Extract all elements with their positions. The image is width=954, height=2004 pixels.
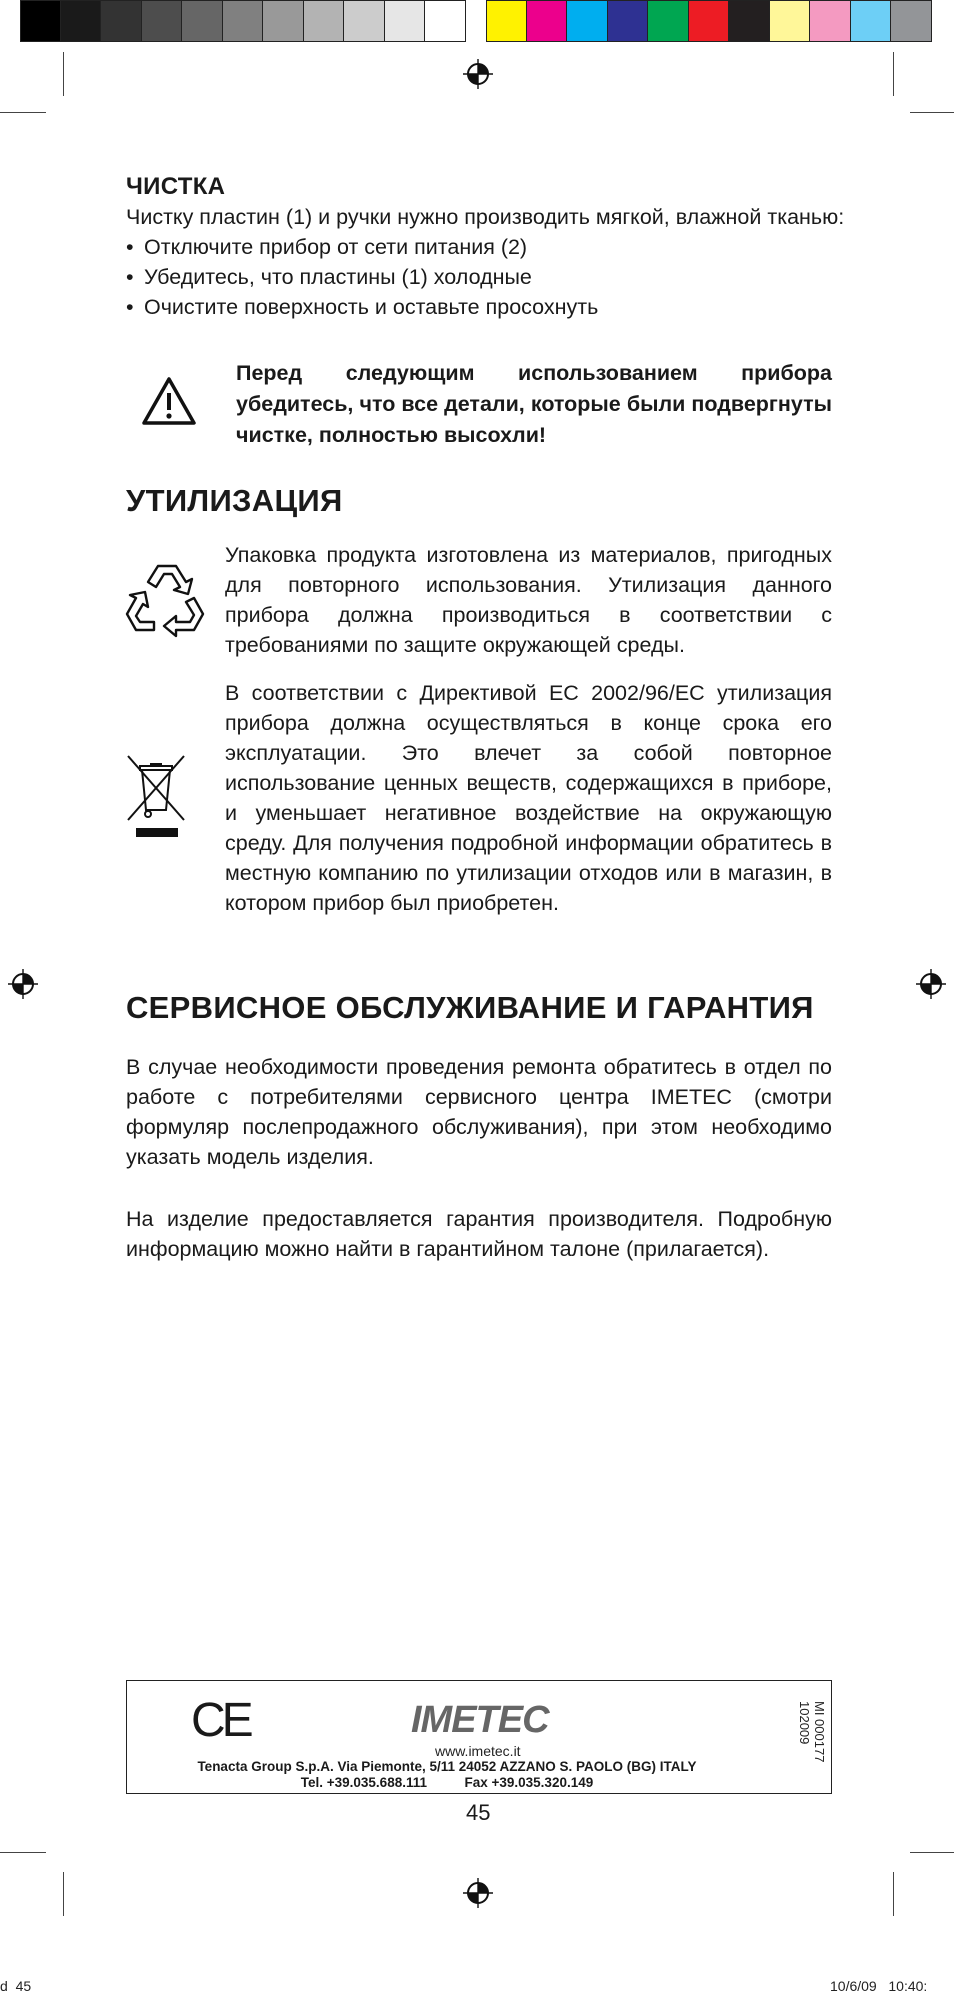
service-paragraph: На изделие предоставляется гарантия производителя. Подробную информацию можно найти в гарантийном талоне (прилагается). — [126, 1207, 832, 1261]
company-phones: Tel. +39.035.688.111 Fax +39.035.320.149 — [300, 1775, 594, 1790]
document-code — [797, 1701, 827, 1762]
crop-mark — [893, 1872, 894, 1916]
color-swatch — [567, 0, 608, 42]
crossed-bin-icon — [124, 748, 188, 840]
process-color-bar — [486, 0, 932, 42]
color-swatch — [810, 0, 851, 42]
website-link[interactable]: www.imetec.it — [435, 1743, 521, 1759]
registration-mark-icon — [916, 969, 946, 999]
gray-color-bar — [20, 0, 466, 42]
crop-mark — [0, 1852, 46, 1853]
color-swatch — [182, 0, 223, 42]
cleaning-bullet: • Убедитесь, что пластины (1) холодные — [126, 262, 532, 292]
packaging-text: Упаковка продукта изготовлена из материалов, пригодных для повторного использования. Утилизация данного прибора должна производиться в соответствии с требованиями по защите окружающей среды. — [225, 543, 832, 657]
registration-mark-icon — [8, 969, 38, 999]
crop-mark — [0, 112, 46, 113]
weee-text: В соответствии с Директивой ЕС 2002/96/ЕС утилизация прибора должна осуществляться в конце срока его эксплуатации. Это влечет за собой повторное использование ценных веществ, содержащихся в приборе, и уменьшает негативное воздействие на окружающую среду. Для получения подробной информации обратитесь в местную компанию по утилизации отходов или в магазин, в котором прибор был приобретен. — [225, 681, 832, 915]
color-swatch — [851, 0, 892, 42]
registration-mark-icon — [463, 59, 493, 89]
page-number: 45 — [466, 1800, 491, 1825]
color-swatch — [263, 0, 304, 42]
color-swatch — [689, 0, 730, 42]
crop-mark — [63, 1872, 64, 1916]
slug-left: d 45 — [0, 1978, 32, 1994]
color-swatch — [304, 0, 345, 42]
cleaning-bullet: • Очистите поверхность и оставьте просохнуть — [126, 292, 598, 322]
recycle-icon — [124, 560, 210, 638]
document-code-line: MI 000177 — [812, 1701, 827, 1763]
cleaning-heading: ЧИСТКА — [126, 173, 226, 200]
brand-logo: IMETEC — [411, 1699, 549, 1741]
disposal-heading: УТИЛИЗАЦИЯ — [126, 483, 343, 518]
service-paragraph: В случае необходимости проведения ремонта обратитесь в отдел по работе с потребителями сервисного центра IMETEC (смотри формуляр послепродажного обслуживания), при этом необходимо указать модель изделия. — [126, 1055, 832, 1169]
color-swatch — [385, 0, 426, 42]
color-swatch — [729, 0, 770, 42]
color-swatch — [101, 0, 142, 42]
color-swatch — [425, 0, 466, 42]
color-swatch — [770, 0, 811, 42]
cleaning-bullet: • Отключите прибор от сети питания (2) — [126, 232, 527, 262]
crop-mark — [893, 52, 894, 96]
company-address: Tenacta Group S.p.A. Via Piemonte, 5/11 24052 AZZANO S. PAOLO (BG) ITALY — [197, 1759, 697, 1774]
color-swatch — [486, 0, 527, 42]
color-swatch — [20, 0, 61, 42]
cleaning-warning: Перед следующим использованием прибора убедитесь, что все детали, которые были подвергнуты чистке, полностью высохли! — [236, 361, 832, 447]
color-swatch — [608, 0, 649, 42]
color-swatch — [344, 0, 385, 42]
color-swatch — [891, 0, 932, 42]
color-swatch — [223, 0, 264, 42]
cleaning-intro: Чистку пластин (1) и ручки нужно производить мягкой, влажной тканью: — [126, 205, 845, 229]
color-swatch — [61, 0, 102, 42]
registration-mark-icon — [463, 1878, 493, 1908]
color-swatch — [142, 0, 183, 42]
crop-mark — [910, 112, 954, 113]
manufacturer-box — [126, 1680, 832, 1794]
color-swatch — [648, 0, 689, 42]
crop-mark — [910, 1852, 954, 1853]
warning-triangle-icon — [140, 375, 198, 427]
slug-right: 10/6/09 10:40: — [830, 1978, 928, 1994]
ce-mark: CE — [191, 1694, 250, 1747]
crop-mark — [63, 52, 64, 96]
service-heading: СЕРВИСНОЕ ОБСЛУЖИВАНИЕ И ГАРАНТИЯ — [126, 990, 814, 1025]
document-code-line: 102009 — [797, 1701, 812, 1745]
color-swatch — [527, 0, 568, 42]
